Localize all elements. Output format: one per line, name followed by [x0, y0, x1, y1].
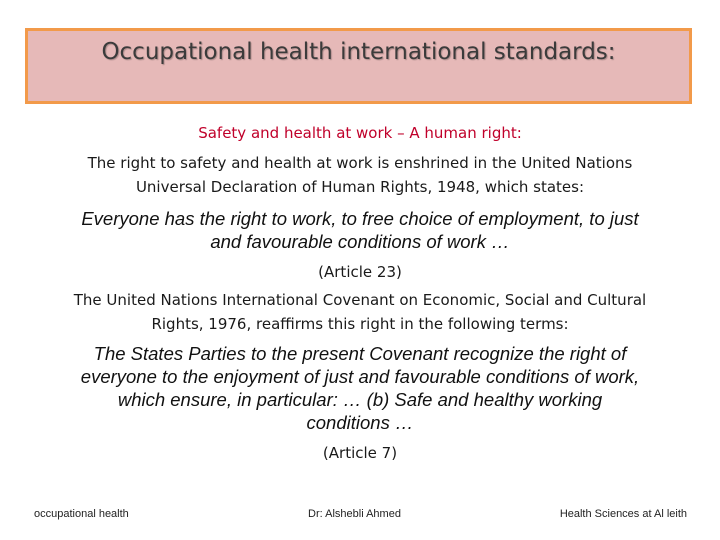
footer-left: occupational health [34, 508, 129, 520]
paragraph1-line1: The right to safety and health at work is enshrined in the United Nations [87, 154, 633, 172]
quote2-line2: everyone to the enjoyment of just and favourable conditions of work, [80, 366, 640, 387]
citation2: (Article 7) [322, 444, 398, 462]
quote1-line1: Everyone has the right to work, to free choice of employment, to just [81, 208, 639, 229]
footer-right: Health Sciences at Al leith [559, 508, 687, 520]
quote2-line1: The States Parties to the present Covenant recognize the right of [93, 343, 627, 364]
title-box [25, 28, 692, 104]
paragraph2-line1: The United Nations International Covenant on Economic, Social and Cultural [73, 291, 647, 309]
slide-title: Occupational health international standards: [101, 39, 616, 65]
footer-center: Dr: Alshebli Ahmed [308, 508, 401, 520]
citation1: (Article 23) [318, 263, 402, 281]
paragraph2-line2: Rights, 1976, reaffirms this right in the following terms: [151, 315, 569, 333]
quote2-line4: conditions … [306, 412, 414, 433]
quote2-line3: which ensure, in particular: … (b) Safe and healthy working [117, 389, 603, 410]
subheading: Safety and health at work – A human right: [198, 124, 522, 142]
quote1-line2: and favourable conditions of work … [210, 231, 510, 252]
paragraph1-line2: Universal Declaration of Human Rights, 1948, which states: [135, 178, 585, 196]
